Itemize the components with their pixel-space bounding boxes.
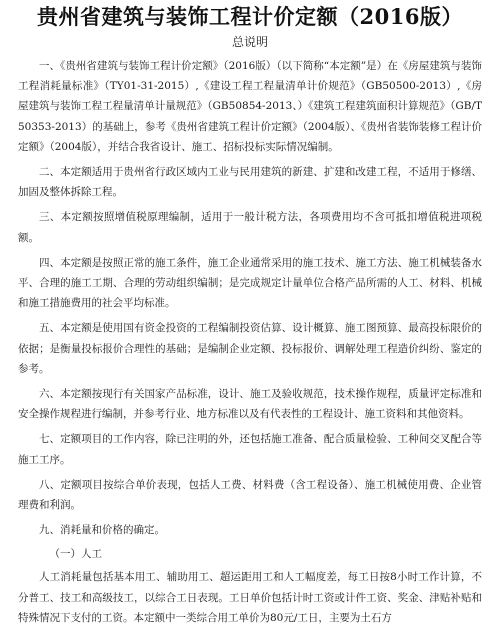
paragraph-2: 二、本定额适用于贵州省行政区域内工业与民用建筑的新建、扩建和改建工程，不适用于修缮、加固及整体拆除工程。 [18, 166, 482, 199]
section-heading: 总说明 [231, 35, 268, 49]
paragraph-1: 一、《贵州省建筑与装饰工程计价定额》（2016版）（以下简称“本定额”是）在《房屋建筑与装饰工程消耗量标准》（TY01-31-2015）,《建设工程工程量清单计价规范》（GB50500-2013）,《房屋建筑与装饰工程工程量清单计量规范》（GB50854-2013、）《建筑工程建筑面积计算规范》（GB/T50353-2013）的基础上，参考《贵州省建筑工程计价定额》（2004版）、《贵州省装饰装修工程计价定额》（2004版），并结合我省设计、施工、招标投标实际情况编制。 [18, 60, 482, 153]
paragraph-5: 五、本定额是使用国有资金投资的工程编制投资估算、设计概算、施工图预算、最高投标限价的依据；是衡量投标报价合理性的基础；是编制企业定额、投标报价、调解处理工程造价纠纷、鉴定的参考。 [18, 322, 482, 375]
paragraph-9: 九、消耗量和价格的确定。 [39, 524, 165, 537]
paragraph-labor: 人工消耗量包括基本用工、辅助用工、超运距用工和人工幅度差，每工日按8小时工作计算，不分普工、技工和高级技工，以综合工日表现。工日单价包括计时工资或计件工资、奖金、津贴补贴和特殊情况下支付的工资。本定额中一类综合用工单价为80元/工日，主要为土石方 [18, 571, 482, 624]
subheading-labor: （一）人工 [49, 548, 102, 561]
paragraph-6: 六、本定额按现行有关国家产品标准，设计、施工及验收规范，技术操作规程，质量评定标准和安全操作规程进行编制，并参考行业、地方标准以及有代表性的工程设计、施工资料和其他资料。 [18, 388, 482, 421]
document-title: 贵州省建筑与装饰工程计价定额（2016版） [37, 4, 463, 29]
paragraph-4: 四、本定额是按照正常的施工条件，施工企业通常采用的施工技术、施工方法、施工机械装备水平、合理的施工工期、合理的劳动组织编制；是完成规定计量单位合格产品所需的人工、材料、机械和施工措施费用的社会平均标准。 [18, 256, 482, 310]
paragraph-7: 七、定额项目的工作内容，除已注明的外，还包括施工准备、配合质量检验、工种间交叉配合等施工工序。 [18, 433, 482, 466]
paragraph-8: 八、定额项目按综合单价表现，包括人工费、材料费（含工程设备）、施工机械使用费、企业管理费和利润。 [18, 478, 482, 512]
paragraph-3: 三、本定额按照增值税原理编制，适用于一般计税方法，各项费用均不含可抵扣增值税进项税额。 [18, 211, 482, 244]
